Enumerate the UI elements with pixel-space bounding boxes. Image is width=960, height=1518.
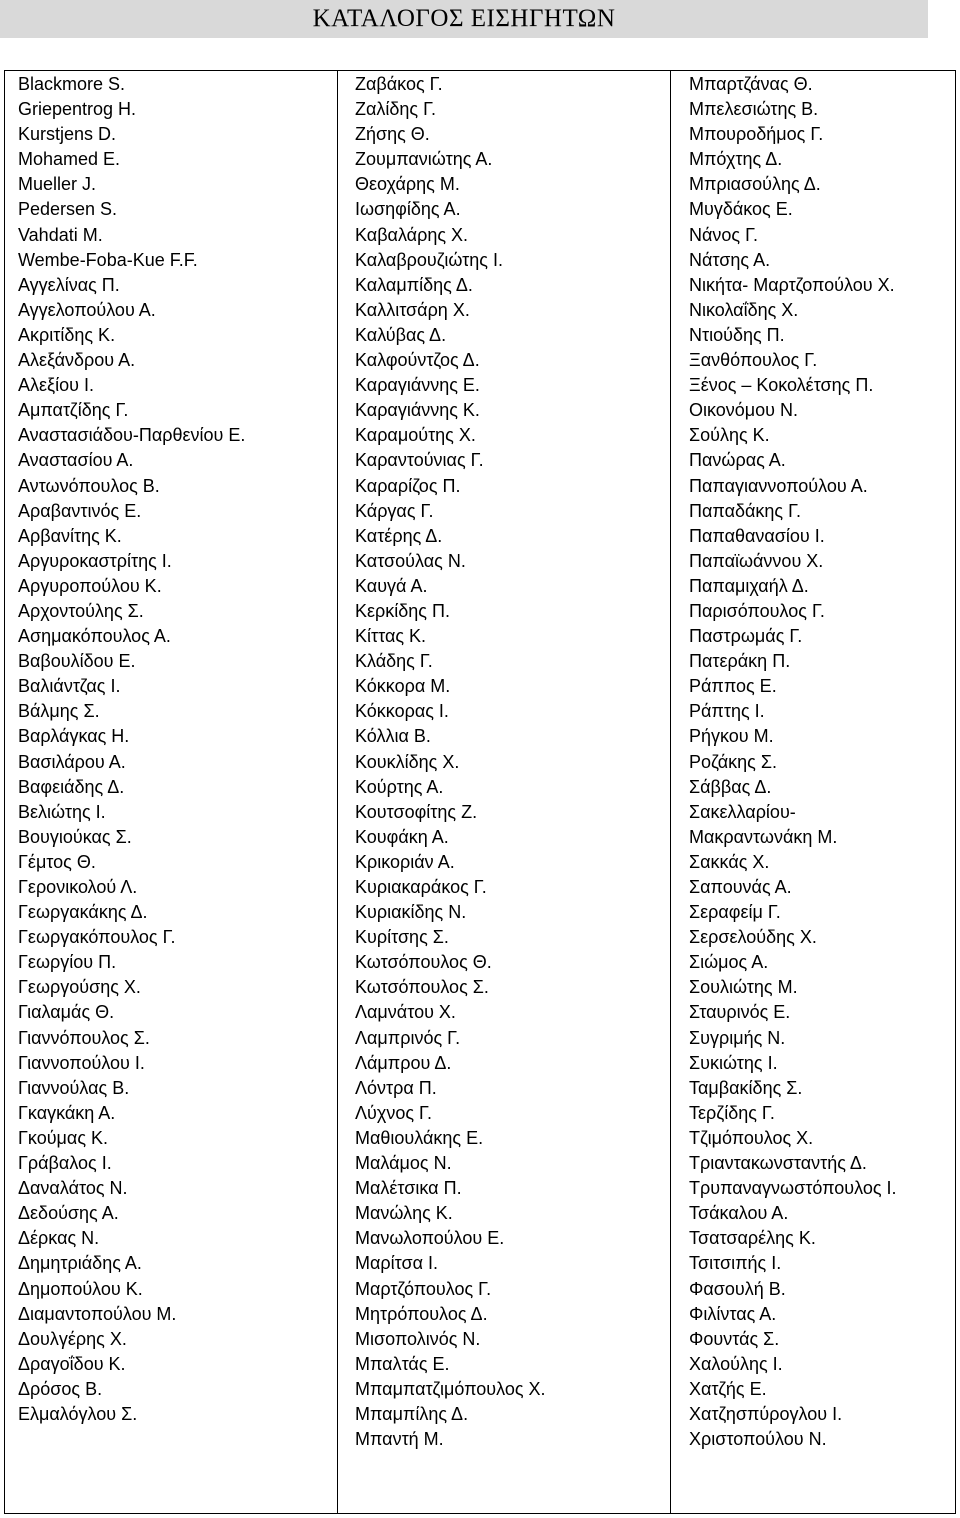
speaker-name: Σουλιώτης Μ. [689,977,798,998]
speaker-name: Λάμπρου Δ. [355,1052,452,1073]
speaker-name: Πατεράκη Π. [689,651,791,672]
speaker-name: Σαπουνάς Α. [689,877,792,897]
speaker-name: Νάνος Γ. [689,224,759,245]
speaker-name: Σταυρινός Ε. [689,1002,791,1023]
speaker-name: Ντιούδης Π. [689,324,785,345]
speaker-name: Ιωσηφίδης Α. [355,199,461,220]
speaker-name: Μαθιουλάκης Ε. [355,1127,484,1148]
speaker-name: Οικονόμου Ν. [689,400,799,421]
speaker-name: Γερονικολού Λ. [18,877,138,897]
speaker-name: Μυγδάκος Ε. [689,199,793,220]
speaker-name: Κάργας Γ. [355,500,434,521]
speaker-name: Δαναλάτος Ν. [18,1178,128,1199]
speaker-name: Αρχοντούλης Σ. [18,600,144,621]
speaker-name: Κίττας Κ. [355,626,427,647]
speaker-name: Σερσελούδης Χ. [689,927,817,948]
speaker-name: Σούλης Κ. [689,425,770,446]
speaker-name: Κωτσόπουλος Θ. [355,952,492,973]
speaker-name: Καραρίζος Π. [355,475,461,496]
speaker-name: Αγγελίνας Π. [18,274,120,295]
speaker-name: Mueller J. [18,174,97,195]
speaker-name: Καλύβας Δ. [355,324,447,345]
speaker-name: Βασιλάρου Α. [18,751,126,772]
speaker-name: Ασημακόπουλος Α. [18,626,171,647]
speaker-name: Αγγελοπούλου Α. [18,299,156,320]
speaker-name: Μπριασούλης Δ. [689,174,821,195]
speaker-name: Δεδούσης Α. [18,1203,119,1224]
speaker-name: Παστρωμάς Γ. [689,626,803,647]
speaker-name: Δουλγέρης Χ. [18,1328,127,1349]
speaker-name: Ταμβακίδης Σ. [689,1077,803,1098]
speaker-name: Γεωργίου Π. [18,952,117,973]
speaker-name: Μπαρτζάνας Θ. [689,74,813,94]
speaker-name: Σεραφείμ Γ. [689,902,781,923]
speaker-name: Αραβαντινός Ε. [18,500,142,521]
speaker-name: Κόλλια Β. [355,726,431,747]
speaker-name: Μαλέτσικα Π. [355,1178,462,1199]
speaker-name: Κλάδης Γ. [355,651,433,672]
speaker-name: Ράπτης Ι. [689,701,765,722]
speaker-name: Χατζησπύρογλου Ι. [689,1403,843,1424]
speaker-name: Λόντρα Π. [355,1077,437,1098]
speaker-name: Κυριακαράκος Γ. [355,877,487,897]
speaker-name: Τζιμόπουλος Χ. [689,1127,814,1148]
speaker-name: Κουκλίδης Χ. [355,751,460,772]
speaker-name: Pedersen S. [18,199,118,220]
speaker-name: Καυγά Α. [355,575,428,596]
speaker-name: Μπελεσιώτης Β. [689,99,819,120]
speaker-name: Βουγιούκας Σ. [18,826,132,847]
speaker-name: Καραντούνιας Γ. [355,450,484,471]
speaker-name: Αργυροπούλου Κ. [18,575,162,596]
speaker-name: Καλλιτσάρη Χ. [355,299,470,320]
speakers-column-1 [5,71,338,1513]
speaker-name: Καραμούτης Χ. [355,425,476,446]
speaker-name: Χριστοπούλου Ν. [689,1429,827,1450]
speaker-name: Δέρκας Ν. [18,1228,100,1249]
speaker-name: Ζαβάκος Γ. [355,74,443,94]
speaker-name: Σιώμος Α. [689,952,769,973]
speaker-name: Τσάκαλου Α. [689,1203,789,1224]
speaker-name: Αντωνόπουλος Β. [18,475,160,496]
speaker-name: Αλεξίου Ι. [18,375,94,396]
speaker-name: Μανωλοπούλου Ε. [355,1228,505,1249]
speaker-name: Γεωργούσης Χ. [18,977,141,998]
speaker-name: Σακκάς Χ. [689,851,770,872]
speaker-name: Μανώλης Κ. [355,1203,453,1224]
speaker-name: Κούρτης Α. [355,776,444,797]
speaker-name: Βελιώτης Ι. [18,801,106,822]
speaker-name: Κωτσόπουλος Σ. [355,977,489,998]
speaker-name: Καλαμπίδης Δ. [355,274,473,295]
speaker-name: Ροζάκης Σ. [689,751,777,772]
speaker-name: Mohamed E. [18,149,121,170]
speaker-name: Παπαϊωάννου Χ. [689,550,824,571]
speaker-name: Γράβαλος Ι. [18,1153,112,1174]
speaker-name: Αναστασίου Α. [18,450,134,471]
speaker-name: Λύχνος Γ. [355,1102,432,1123]
speaker-name: Γκούμας Κ. [18,1127,109,1148]
speaker-name: Γεωργακόπουλος Γ. [18,927,176,948]
speaker-name: Μπόχτης Δ. [689,149,783,170]
speaker-name: Παπαδάκης Γ. [689,500,802,521]
speaker-name: Μισοπολινός Ν. [355,1328,481,1349]
speaker-name: Ξένος – Κοκολέτσης Π. [689,375,874,396]
speaker-name: Καβαλάρης Χ. [355,224,469,245]
speaker-name: Κόκκορα Μ. [355,676,451,697]
speakers-column-3 [671,71,955,1513]
speaker-name: Βαφειάδης Δ. [18,776,125,797]
speaker-name: Δημοπούλου Κ. [18,1278,143,1299]
speaker-name: Κατέρης Δ. [355,525,443,546]
speaker-name: Τσιτσιπής Ι. [689,1253,782,1274]
speaker-name: Φιλίντας Α. [689,1303,777,1324]
speaker-name: Μαρτζόπουλος Γ. [355,1278,492,1299]
speaker-name: Παπαμιχαήλ Δ. [689,575,809,596]
speaker-name: Γιαννοπούλου Ι. [18,1052,145,1073]
speaker-name: Κουφάκη Α. [355,826,449,847]
speaker-name: Πανώρας Α. [689,450,786,471]
speaker-name: Λαμνάτου Χ. [355,1002,456,1023]
speaker-name: Δημητριάδης Α. [18,1253,142,1274]
speaker-name: Ράππος Ε. [689,676,777,697]
speaker-name: Vahdati M. [18,224,103,245]
speaker-name: Γιαννόπουλος Σ. [18,1027,150,1048]
speaker-name: Συγριμής Ν. [689,1027,786,1048]
speaker-name: Μαλάμος Ν. [355,1153,452,1174]
speaker-name: Τρυπαναγνωστόπουλος Ι. [689,1178,897,1199]
speaker-name: Συκιώτης Ι. [689,1052,778,1073]
speaker-name: Ελμαλόγλου Σ. [18,1403,138,1424]
speaker-name: Νικολαΐδης Χ. [689,299,799,320]
speaker-name: Μπαλτάς Ε. [355,1353,450,1374]
speaker-name: Θεοχάρης Μ. [355,174,460,195]
speaker-name: Κόκκορας Ι. [355,701,449,722]
speaker-name: Καραγιάννης Ε. [355,375,480,396]
speaker-name: Σάββας Δ. [689,776,772,797]
speaker-name: Καραγιάννης Κ. [355,400,480,421]
speaker-name: Γιαλαμάς Θ. [18,1002,115,1023]
speaker-name: Βάλμης Σ. [18,701,100,722]
speaker-name: Μακραντωνάκη Μ. [689,826,838,847]
speaker-name: Χατζής Ε. [689,1378,767,1399]
speaker-name: Κατσούλας Ν. [355,550,466,571]
speakers-column-2 [338,71,671,1513]
speaker-name: Βαρλάγκας Η. [18,726,130,747]
speakers-table [4,70,956,1514]
speaker-name: Μπαντή Μ. [355,1429,444,1450]
speaker-name: Καλφούντζος Δ. [355,350,480,371]
speaker-name: Παπαγιαννοπούλου Α. [689,475,868,496]
speaker-name: Παρισόπουλος Γ. [689,600,825,621]
speaker-name: Δραγοΐδου Κ. [18,1353,126,1374]
speaker-name: Μπαμπατζιμόπουλος Χ. [355,1378,546,1399]
speaker-name: Δρόσος Β. [18,1378,103,1399]
speaker-name: Παπαθανασίου Ι. [689,525,825,546]
speaker-name: Ρήγκου Μ. [689,726,774,747]
speaker-name: Ακριτίδης Κ. [18,324,116,345]
speaker-name: Ξανθόπουλος Γ. [689,350,818,371]
speaker-name: Griepentrog H. [18,99,137,120]
speaker-name: Μαρίτσα Ι. [355,1253,439,1274]
speaker-name: Wembe-Foba-Kue F.F. [18,249,198,270]
speaker-name: Κερκίδης Π. [355,600,450,621]
speaker-name: Φασουλή Β. [689,1278,786,1299]
speaker-name: Ζουμπανιώτης Α. [355,149,493,170]
speaker-name: Αργυροκαστρίτης Ι. [18,550,172,571]
speaker-name: Τριαντακωνσταντής Δ. [689,1153,867,1174]
speaker-name: Νικήτα- Μαρτζοπούλου Χ. [689,274,895,295]
speaker-name: Kurstjens D. [18,124,117,145]
speaker-name: Μπουροδήμος Γ. [689,124,824,145]
speaker-name: Νάτσης Α. [689,249,771,270]
speaker-name: Λαμπρινός Γ. [355,1027,461,1048]
page-title: ΚΑΤΑΛΟΓΟΣ ΕΙΣΗΓΗΤΩΝ [312,5,616,32]
speaker-name: Αμπατζίδης Γ. [18,400,129,421]
speaker-name: Μητρόπουλος Δ. [355,1303,488,1324]
speaker-name: Σακελλαρίου- [689,801,796,822]
title-bar [0,0,928,38]
speaker-name: Blackmore S. [18,74,126,94]
speaker-name: Ζήσης Θ. [355,124,430,145]
speaker-name: Γκαγκάκη Α. [18,1102,116,1123]
speaker-name: Αλεξάνδρου Α. [18,350,136,371]
speaker-name: Γέμτος Θ. [18,851,96,872]
speaker-name: Χαλούλης Ι. [689,1353,783,1374]
speaker-name: Κυρίτσης Σ. [355,927,449,948]
speaker-name: Κρικοριάν Α. [355,851,455,872]
speaker-name: Βαλιάντζας Ι. [18,676,121,697]
speaker-name: Φουντάς Σ. [689,1328,780,1349]
speaker-name: Γιαννούλας Β. [18,1077,130,1098]
speaker-name: Μπαμπίλης Δ. [355,1403,469,1424]
speaker-name: Αρβανίτης Κ. [18,525,122,546]
speaker-name: Τσατσαρέλης Κ. [689,1228,816,1249]
speaker-name: Διαμαντοπούλου Μ. [18,1303,177,1324]
speaker-name: Γεωργακάκης Δ. [18,902,148,923]
speaker-name: Κουτσοφίτης Ζ. [355,801,478,822]
speaker-name: Ζαλίδης Γ. [355,99,437,120]
speaker-name: Καλαβρουζιώτης Ι. [355,249,503,270]
speaker-name: Βαβουλίδου Ε. [18,651,136,672]
speaker-name: Τερζίδης Γ. [689,1102,775,1123]
speaker-name: Κυριακίδης Ν. [355,902,467,923]
speaker-name: Αναστασιάδου-Παρθενίου Ε. [18,425,246,446]
